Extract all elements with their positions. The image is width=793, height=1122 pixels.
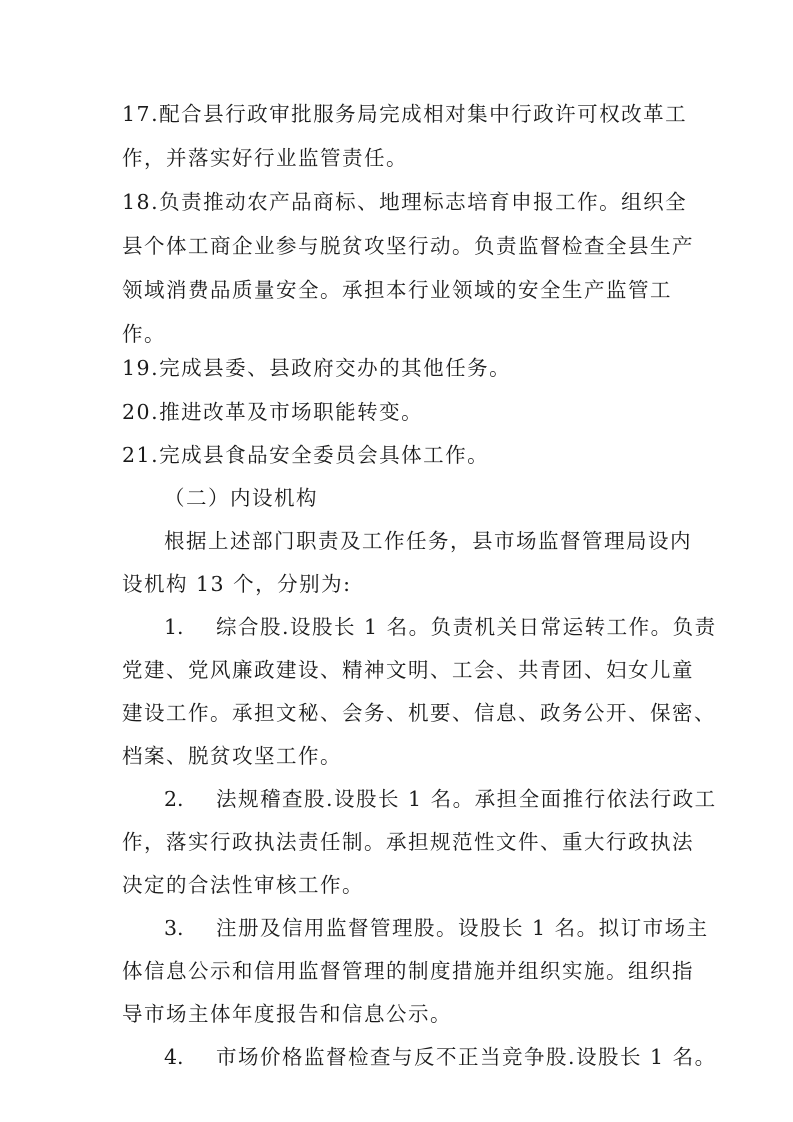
text-line: 决定的合法性审核工作。 (122, 873, 364, 897)
text-line: 体信息公示和信用监督管理的制度措施并组织实施。组织指 (122, 959, 694, 983)
list-text: 注册及信用监督管理股。设股长 1 名。拟订市场主 (216, 916, 709, 940)
text-line: 导市场主体年度报告和信息公示。 (122, 1002, 452, 1026)
list-text: 市场价格监督检查与反不正当竞争股.设股长 1 名。 (216, 1045, 717, 1069)
list-number: 4. (164, 1045, 184, 1069)
list-number: 3. (164, 916, 184, 940)
text-line: 领域消费品质量安全。承担本行业领域的安全生产监管工 (122, 278, 672, 302)
text-line: 作，落实行政执法责任制。承担规范性文件、重大行政执法 (122, 830, 694, 854)
text-line: 党建、党风廉政建设、精神文明、工会、共青团、妇女儿童 (122, 658, 694, 682)
text-line: 21.完成县食品安全委员会具体工作。 (122, 443, 490, 467)
text-line: 20.推进改革及市场职能转变。 (122, 400, 424, 424)
list-item-1 (164, 613, 724, 641)
list-item-3 (164, 914, 724, 942)
text-line: 设机构 13 个，分别为: (122, 572, 352, 596)
text-line: 作。 (122, 322, 166, 346)
list-number: 2. (164, 787, 184, 811)
list-text: 综合股.设股长 1 名。负责机关日常运转工作。负责 (216, 615, 717, 639)
list-text: 法规稽查股.设股长 1 名。承担全面推行依法行政工 (216, 787, 717, 811)
list-item-4 (164, 1043, 724, 1071)
text-line: 作，并落实好行业监管责任。 (122, 146, 408, 170)
text-line: 县个体工商企业参与脱贫攻坚行动。负责监督检查全县生产 (122, 234, 694, 258)
text-line: 根据上述部门职责及工作任务，县市场监督管理局设内 (164, 529, 692, 553)
list-number: 1. (164, 615, 184, 639)
text-line: 17.配合县行政审批服务局完成相对集中行政许可权改革工 (122, 102, 688, 126)
section-heading: （二）内设机构 (164, 486, 318, 510)
text-line: 建设工作。承担文秘、会务、机要、信息、政务公开、保密、 (122, 701, 716, 725)
text-line: 19.完成县委、县政府交办的其他任务。 (122, 356, 512, 380)
list-item-2 (164, 785, 724, 813)
text-line: 档案、脱贫攻坚工作。 (122, 744, 342, 768)
text-line: 18.负责推动农产品商标、地理标志培育申报工作。组织全 (122, 190, 688, 214)
